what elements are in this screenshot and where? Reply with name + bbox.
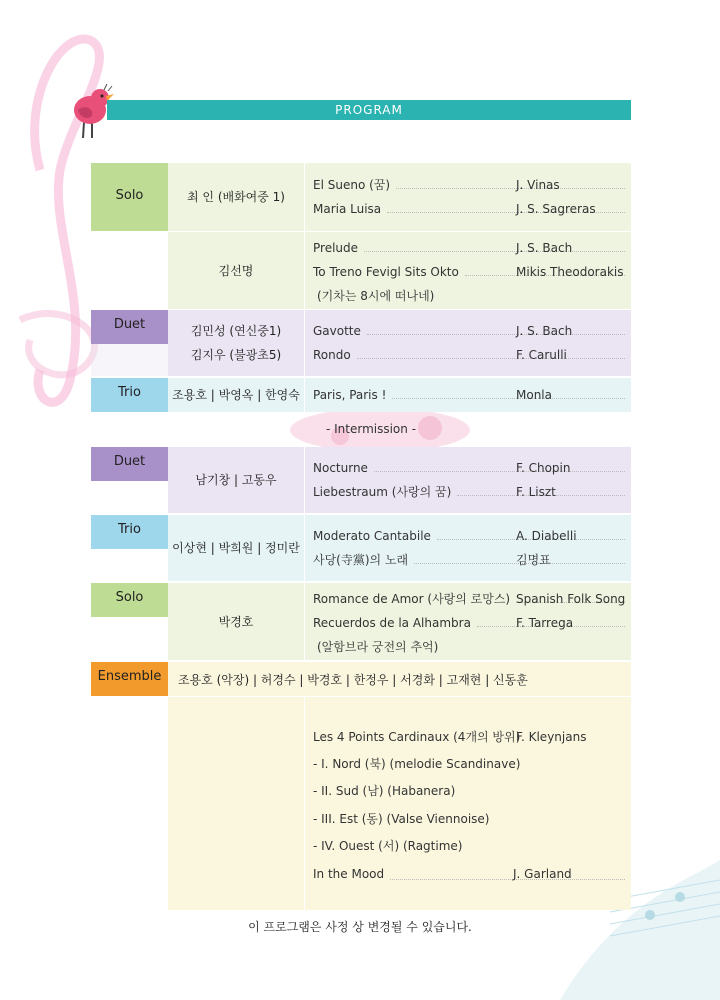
pieces-cell [305, 697, 631, 910]
pieces-cell [305, 310, 631, 376]
performer-name: 김선명 [218, 263, 254, 278]
ensemble-spacer-cell [168, 697, 304, 910]
piece-line: Les 4 Points Cardinaux (4개의 방위) F. Kleynjans [313, 723, 631, 751]
category-label: Ensemble [97, 669, 162, 684]
category-label: Solo [115, 590, 144, 605]
pieces-cell [305, 583, 631, 660]
composer: J. Vinas [516, 178, 560, 192]
piece-line: (기차는 8시에 떠나네) [317, 289, 435, 303]
category-spacer [91, 344, 168, 376]
composer: F. Chopin [516, 461, 571, 475]
category-label: Trio [118, 385, 141, 400]
category-duet [91, 310, 168, 344]
performer-name: 최 인 (배화여중 1) [187, 190, 285, 204]
piece-line: - II. Sud (남) (Habanera) [313, 784, 456, 798]
composer: F. Carulli [516, 348, 567, 362]
composer: J. S. Sagreras [516, 202, 596, 216]
piece-line: Nocturne F. Chopin [313, 456, 631, 480]
composer: J. S. Bach [516, 241, 573, 255]
performer-cell [168, 163, 304, 231]
performer-name: 김지우 (불광초5) [190, 348, 282, 362]
composer: 김명표 [516, 553, 551, 567]
pieces-cell [305, 378, 631, 412]
pieces-cell [305, 232, 631, 309]
program-title: PROGRAM [107, 100, 631, 120]
composer: F. Kleynjans [516, 730, 587, 744]
performer-cell [168, 378, 304, 412]
piece-line: - I. Nord (북) (melodie Scandinave) [313, 757, 521, 771]
performer-cell [168, 232, 304, 309]
piece-line: Rondo F. Carulli [313, 343, 631, 367]
category-solo [91, 583, 168, 617]
piece-line: Paris, Paris ! Monla [313, 383, 631, 407]
pieces-cell [305, 515, 631, 581]
footer-note: 이 프로그램은 사정 상 변경될 수 있습니다. [248, 920, 472, 934]
performer-cell [168, 583, 304, 660]
piece-line: Liebestraum (사랑의 꿈) F. Liszt [313, 480, 631, 504]
piece-line: El Sueno (꿈) J. Vinas [313, 173, 631, 197]
piece-line: Recuerdos de la Alhambra F. Tarrega [313, 611, 631, 635]
category-trio [91, 515, 168, 549]
performer-name: 박경호 [218, 614, 254, 629]
performer-name: 조용호 | 박영옥 | 한영숙 [172, 388, 300, 402]
category-ensemble [91, 662, 168, 696]
performer-cell [168, 515, 304, 581]
performer-cell [168, 447, 304, 513]
performer-name: 조용호 (악장) | 허경수 | 박경호 | 한정우 | 서경화 | 고재현 | 신동훈 [178, 673, 528, 687]
piece-line: (알함브라 궁전의 추억) [317, 640, 439, 654]
piece-line: Maria Luisa J. S. Sagreras [313, 197, 631, 221]
category-trio [91, 378, 168, 412]
pieces-cell [305, 163, 631, 231]
pieces-cell [305, 447, 631, 513]
composer: Monla [516, 388, 552, 402]
category-label: Duet [113, 454, 146, 469]
piece-line: - III. Est (동) (Valse Viennoise) [313, 812, 490, 826]
category-label: Duet [113, 317, 146, 332]
performer-cell [168, 310, 304, 376]
piece-line: - IV. Ouest (서) (Ragtime) [313, 839, 463, 853]
composer: J. S. Bach [516, 324, 573, 338]
intermission-label: - Intermission - [325, 422, 417, 436]
performer-name: 이상현 | 박희원 | 정미란 [172, 541, 300, 555]
composer: Mikis Theodorakis [516, 265, 624, 279]
ensemble-performers-cell [168, 662, 631, 696]
piece-line: In the Mood J. Garland [313, 860, 631, 888]
category-label: Trio [118, 522, 141, 537]
composer: Spanish Folk Song [516, 592, 626, 606]
category-duet [91, 447, 168, 481]
piece-line: Gavotte J. S. Bach [313, 319, 631, 343]
piece-line: 사당(寺黨)의 노래 김명표 [313, 548, 631, 572]
piece-line: Romance de Amor (사랑의 로망스) Spanish Folk Song [313, 587, 631, 611]
composer: F. Liszt [516, 485, 556, 499]
piece-line: Moderato Cantabile A. Diabelli [313, 524, 631, 548]
performer-name: 남기창 | 고동우 [195, 473, 277, 487]
composer: J. Garland [513, 867, 572, 881]
performer-name: 김민성 (연신중1) [190, 324, 282, 338]
piece-line: Prelude J. S. Bach [313, 236, 631, 260]
composer: F. Tarrega [516, 616, 574, 630]
category-solo [91, 163, 168, 231]
piece-line: To Treno Fevigl Sits Okto Mikis Theodorakis [313, 260, 631, 284]
composer: A. Diabelli [516, 529, 577, 543]
category-label: Solo [115, 188, 144, 203]
